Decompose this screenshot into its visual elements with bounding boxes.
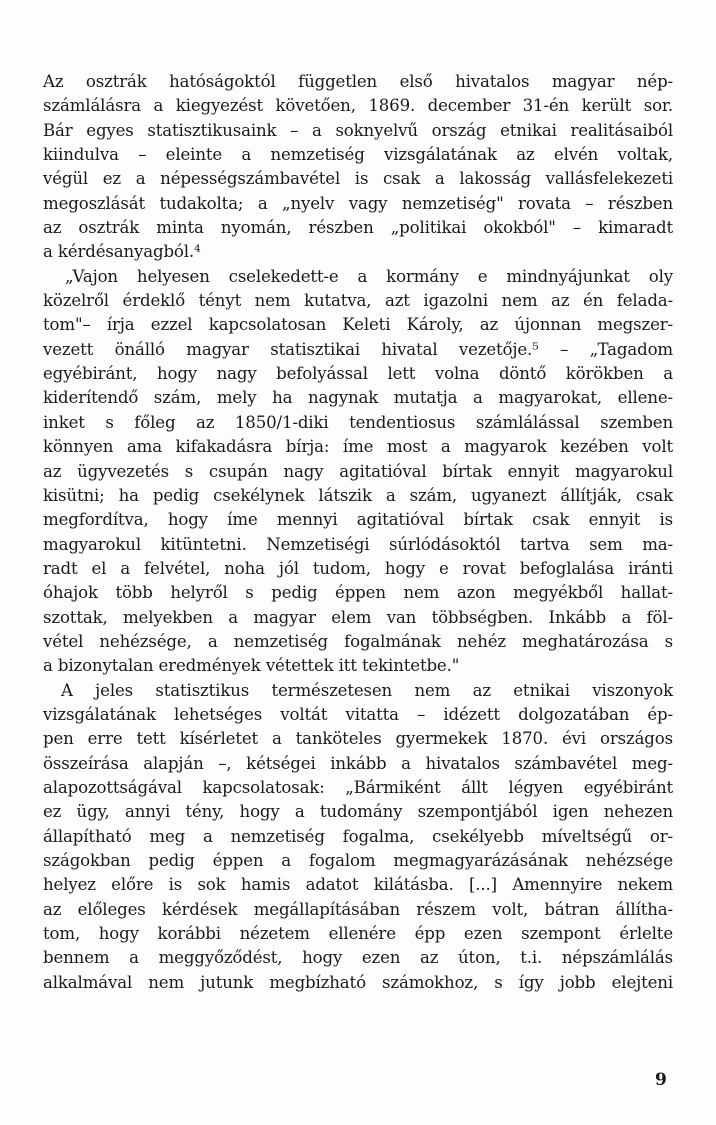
text-line: az osztrák minta nyomán, részben „politikai okokból" – kimaradt	[43, 218, 673, 238]
text-line: inket s főleg az 1850/1-diki tendentiosus számlálással szemben	[43, 412, 673, 432]
text-line: „Vajon helyesen cselekedett-e a kormány e mindnyájunkat oly	[65, 266, 673, 286]
text-line: alapozottságával kapcsolatosak: „Bármiként állt légyen egyébiránt	[43, 777, 673, 797]
text-line: Az osztrák hatóságoktól független első hivatalos magyar nép-	[43, 72, 673, 91]
text-line: egyébiránt, hogy nagy befolyással lett volna döntő körökben a	[43, 364, 673, 384]
text-line: kisütni; ha pedig csekélynek látszik a szám, ugyanezt állítják, csak	[43, 485, 673, 505]
text-line: ez ügy, annyi tény, hogy a tudomány szempontjából igen nehezen	[43, 802, 673, 822]
text-line: könnyen ama kifakadásra bírja: íme most a magyarok kezében volt	[43, 437, 673, 457]
text-line: a kérdésanyagból.⁴	[43, 242, 201, 262]
text-line: végül ez a népességszámbavétel is csak a lakosság vallásfelekezeti	[43, 169, 673, 189]
text-line: állapítható meg a nemzetiség fogalma, csekélyebb míveltségű or-	[43, 826, 673, 846]
text-line: szottak, melyekben a magyar elem van többségben. Inkább a föl-	[43, 607, 673, 627]
text-line: kiderítendő szám, mely ha nagynak mutatja a magyarokat, ellene-	[43, 388, 673, 408]
text-line: az előleges kérdések megállapításában részem volt, bátran állítha-	[43, 899, 673, 919]
text-line: magyarokul kitüntetni. Nemzetiségi súrlódásoktól tartva sem ma-	[43, 534, 673, 554]
text-line: radt el a felvétel, noha jól tudom, hogy e rovat befoglalása iránti	[43, 558, 673, 578]
text-line: tom"– írja ezzel kapcsolatosan Keleti Károly, az újonnan megszer-	[43, 315, 673, 335]
text-line: vizsgálatának lehetséges voltát vitatta – idézett dolgozatában ép-	[43, 704, 673, 724]
body-text	[43, 70, 673, 995]
text-line: megoszlását tudakolta; a „nyelv vagy nemzetiség" rovata – részben	[43, 193, 673, 213]
text-line: vezett önálló magyar statisztikai hivatal vezetője.⁵ – „Tagadom	[43, 339, 673, 359]
text-line: helyez előre is sok hamis adatot kilátásba. [...] Amennyire nekem	[43, 875, 673, 895]
text-line: bennem a meggyőződést, hogy ezen az úton, t.i. népszámlálás	[43, 948, 673, 968]
text-line: vétel nehézsége, a nemzetiség fogalmának nehéz meghatározása s	[43, 631, 673, 651]
text-line: összeírása alapján –, kétségei inkább a hivatalos számbavétel meg-	[43, 753, 673, 773]
text-line: a bizonytalan eredmények vétettek itt tekintetbe."	[43, 656, 460, 676]
text-line: A jeles statisztikus természetesen nem az etnikai viszonyok	[61, 680, 673, 700]
text-line: Bár egyes statisztikusaink – a soknyelvű ország etnikai realitásaiból	[43, 120, 673, 140]
text-line: számlálásra a kiegyezést követően, 1869. december 31-én került sor.	[43, 96, 673, 116]
text-line: óhajok több helyről s pedig éppen nem azon megyékből hallat-	[43, 583, 673, 603]
text-line: megfordítva, hogy íme mennyi agitatióval bírtak csak ennyit is	[43, 510, 673, 530]
text-line: az ügyvezetés s csupán nagy agitatióval bírtak ennyit magyarokul	[43, 461, 673, 481]
page-number: 9	[655, 1070, 667, 1090]
text-line: szágokban pedig éppen a fogalom megmagyarázásának nehézsége	[43, 851, 673, 870]
text-line: kiindulva – eleinte a nemzetiség vizsgálatának az elvén voltak,	[43, 145, 673, 165]
text-line: alkalmával nem jutunk megbízható számokhoz, s így jobb elejteni	[43, 972, 673, 992]
text-line: pen erre tett kísérletet a tanköteles gyermekek 1870. évi országos	[43, 729, 673, 749]
text-line: tom, hogy korábbi nézetem ellenére épp ezen szempont érlelte	[43, 924, 673, 944]
text-line: közelről érdeklő tényt nem kutatva, azt igazolni nem az én felada-	[43, 291, 673, 311]
